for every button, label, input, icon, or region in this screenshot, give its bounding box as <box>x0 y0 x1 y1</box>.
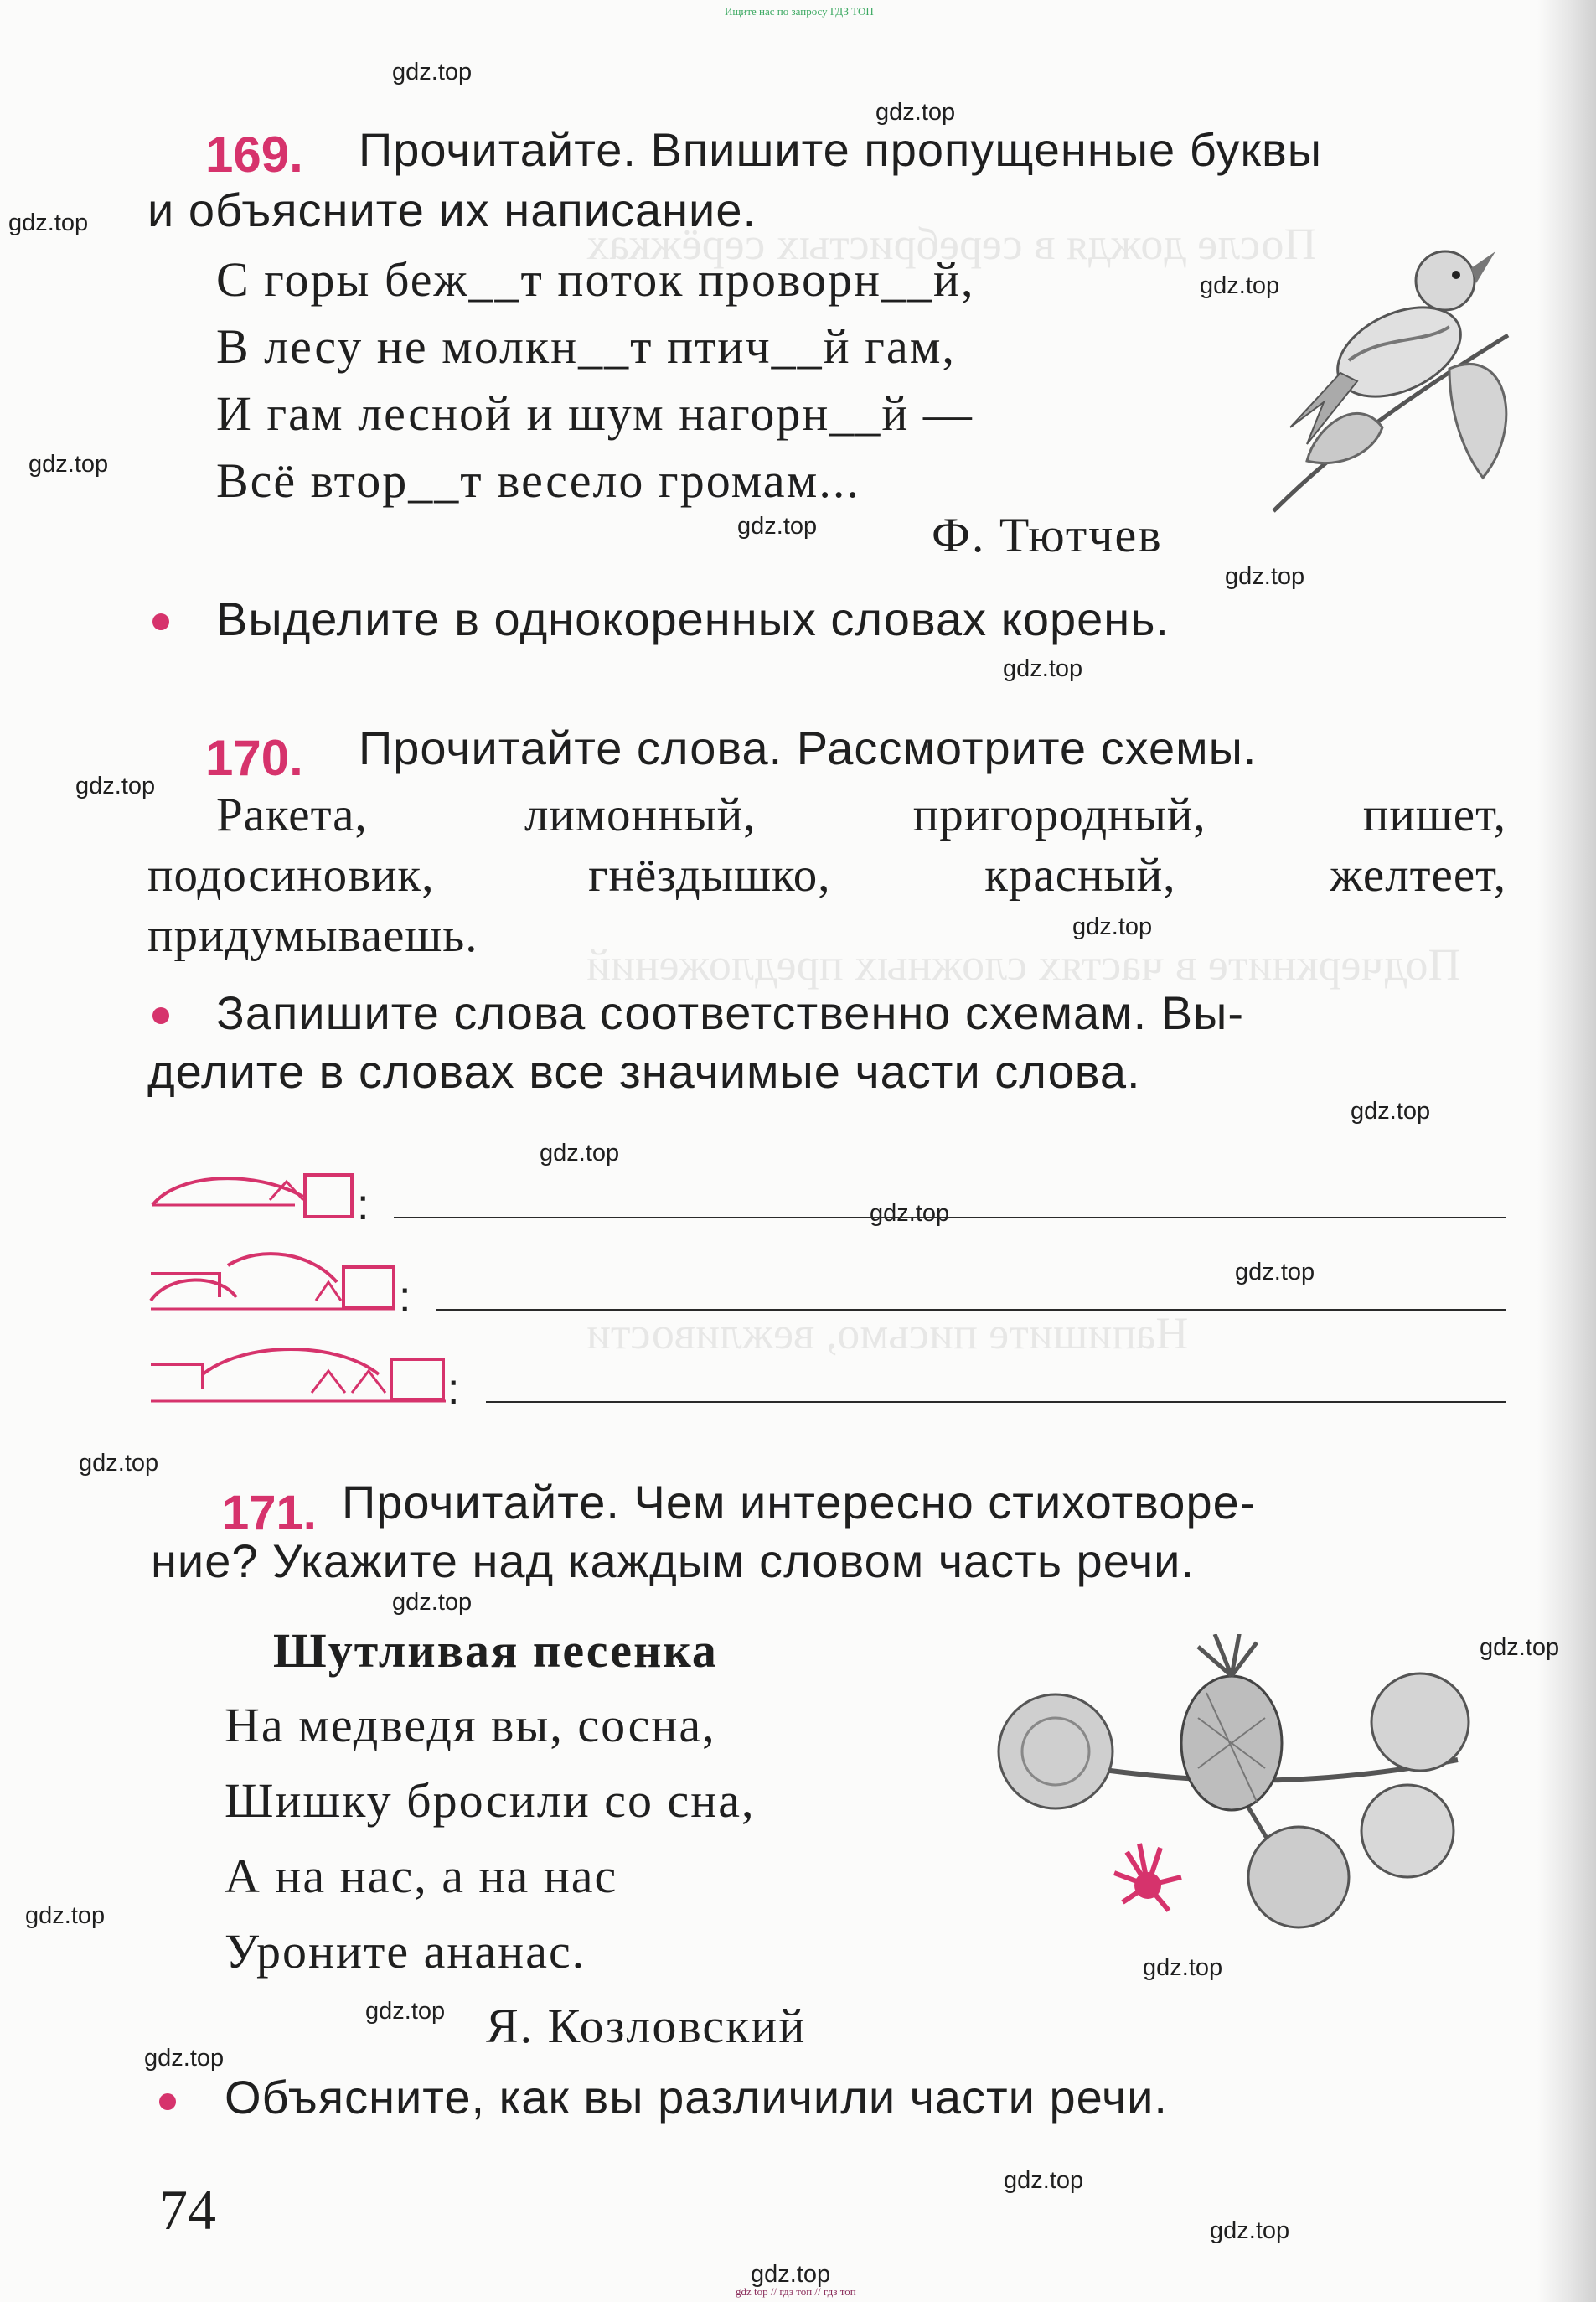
scheme-colon: : <box>357 1181 369 1229</box>
page-number: 74 <box>159 2178 216 2242</box>
word-item: Ракета, <box>216 789 368 841</box>
watermark: gdz.top <box>1210 2217 1290 2244</box>
pineapple-branch-illustration <box>989 1634 1483 1936</box>
exercise-169-heading <box>205 126 303 184</box>
top-note: Ищите нас по запросу ГДЗ ТОП <box>725 5 874 18</box>
watermark: gdz.top <box>1200 272 1280 299</box>
exercise-170-task-line2: делите в словах все значимые части слова. <box>147 1045 1141 1098</box>
scheme-colon: : <box>447 1365 460 1414</box>
watermark: gdz.top <box>79 1450 159 1477</box>
poem-line: На медведя вы, сосна, <box>225 1698 716 1752</box>
word-item: лимонный, <box>524 789 757 841</box>
exercise-number: 171. <box>222 1486 317 1540</box>
word-item: подосиновик, <box>147 849 435 902</box>
poem-line: В лесу не молкн__т птич__й гам, <box>216 319 956 374</box>
poem-line: Всё втор__т весело громам... <box>216 453 860 508</box>
exercise-169-instruction-line1: Прочитайте. Впишите пропущенные буквы <box>359 123 1323 176</box>
exercise-171-heading <box>222 1485 317 1541</box>
watermark: gdz.top <box>1480 1634 1560 1661</box>
bleed-through-text: Напишите письмо, вежливости <box>586 1308 1189 1358</box>
task-bullet-icon <box>152 613 169 634</box>
task-bullet-icon <box>159 2093 176 2114</box>
exercise-169-instruction-line2: и объясните их написание. <box>147 184 757 236</box>
scheme-colon: : <box>399 1273 411 1322</box>
bottom-note: gdz top // гдз топ // гдз топ <box>736 2285 856 2298</box>
exercise-171-instruction-line2: ние? Укажите над каждым словом часть речи. <box>151 1534 1195 1587</box>
watermark: gdz.top <box>875 99 956 126</box>
exercise-170-task-line1: Запишите слова соответственно схемам. Вы- <box>216 986 1245 1039</box>
word-item: красный, <box>984 849 1176 902</box>
watermark: gdz.top <box>365 1998 446 2025</box>
watermark: gdz.top <box>392 59 473 85</box>
word-scheme-root-suffix-ending <box>144 1165 362 1223</box>
watermark: gdz.top <box>75 773 156 799</box>
watermark: gdz.top <box>1004 2167 1084 2194</box>
watermark: gdz.top <box>144 2045 225 2072</box>
exercise-171-task: Объясните, как вы различили части речи. <box>225 2071 1168 2124</box>
poem-author: Ф. Тютчев <box>932 508 1163 562</box>
exercise-170-instruction: Прочитайте слова. Рассмотрите схемы. <box>359 722 1258 774</box>
exercise-170-heading <box>205 729 303 787</box>
watermark: gdz.top <box>392 1589 473 1616</box>
watermark: gdz.top <box>751 2261 831 2288</box>
watermark: gdz.top <box>737 513 818 540</box>
watermark: gdz.top <box>1003 655 1083 682</box>
word-scheme-prefix-root-suffix-ending <box>144 1249 404 1316</box>
poem-author: Я. Козловский <box>486 1999 807 2053</box>
watermark: gdz.top <box>8 210 89 236</box>
poem-line: А на нас, а на нас <box>225 1849 618 1903</box>
page-edge-shadow <box>1537 0 1596 2302</box>
word-item: гнёздышко, <box>588 849 831 902</box>
word-item: пригородный, <box>912 789 1206 841</box>
word-scheme-root-suffix-suffix-ending <box>144 1341 454 1408</box>
watermark: gdz.top <box>870 1200 950 1227</box>
bleed-through-text: Подчеркните в частях сложных предложений <box>586 939 1461 990</box>
task-bullet-icon <box>152 1007 169 1028</box>
watermark: gdz.top <box>540 1140 620 1167</box>
exercise-number: 169. <box>205 127 303 183</box>
exercise-number: 170. <box>205 730 303 786</box>
exercise-171-instruction-line1: Прочитайте. Чем интересно стихотворе- <box>342 1476 1257 1529</box>
word-list-line3: придумываешь. <box>147 909 478 962</box>
word-item: желтеет, <box>1330 849 1506 902</box>
poem-line: Шишку бросили со сна, <box>225 1773 756 1828</box>
poem-line: И гам лесной и шум нагорн__й — <box>216 386 974 441</box>
poem-line: Уроните ананас. <box>225 1924 586 1979</box>
watermark: gdz.top <box>28 451 109 478</box>
word-item: пишет, <box>1362 789 1506 841</box>
poem-title: Шутливая песенка <box>273 1623 718 1678</box>
answer-line[interactable] <box>486 1401 1506 1403</box>
watermark: gdz.top <box>1235 1259 1315 1285</box>
watermark: gdz.top <box>25 1902 106 1929</box>
poem-line: С горы беж__т поток проворн__й, <box>216 252 975 307</box>
watermark: gdz.top <box>1351 1098 1431 1125</box>
bird-on-branch-illustration <box>1257 235 1525 520</box>
watermark: gdz.top <box>1225 563 1305 590</box>
word-list-line2 <box>147 848 1506 903</box>
watermark: gdz.top <box>1072 913 1153 940</box>
answer-line[interactable] <box>436 1309 1506 1311</box>
bleed-through-text: После дождя в серебристых серёжках <box>586 219 1317 269</box>
watermark: gdz.top <box>1143 1954 1223 1981</box>
answer-line[interactable] <box>394 1217 1506 1218</box>
word-list-line1 <box>216 788 1506 842</box>
exercise-169-task: Выделите в однокоренных словах корень. <box>216 592 1170 645</box>
